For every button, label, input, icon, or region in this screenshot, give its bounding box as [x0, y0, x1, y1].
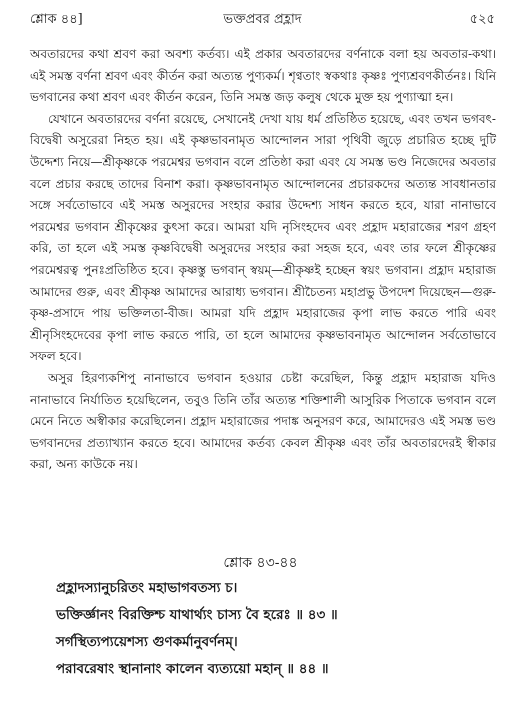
chapter-title: ভক্তপ্রবর প্রহ্লাদ	[223, 12, 302, 27]
purport-text	[30, 44, 496, 476]
verse-line: সর্গস্থিত্যপ্যয়েশস্য গুণকর্মানুবর্ণনম্।	[56, 634, 238, 650]
sanskrit-verse	[56, 575, 496, 683]
verse-heading: শ্লোক ৪৩-৪৪	[223, 555, 298, 571]
verse-line: প্রহ্লাদস্যানুচরিতং মহাভাগবতস্য চ।	[56, 580, 238, 596]
paragraph: অবতারদের কথা শ্রবণ করা অবশ্য কর্তব্য। এই প্রকার অবতারদের বর্ণনাকে বলা হয় অবতার-কথা। এই সমস্ত বর্ণনা শ্রবণ এবং কীর্তন করা অত্যন্ত পুণ্যকর্ম। শৃণ্বতাং স্বকথাঃ কৃষ্ণঃ পুণ্যশ্রবণকীর্তনঃ। যিনি ভগবানের কথা শ্রবণ এবং কীর্তন করেন, তিনি সমস্ত জড় কলুষ থেকে মুক্ত হয় পুণ্যাত্মা হন।	[30, 47, 496, 105]
verse-line: পরাবরেষাং স্থানানাং কালেন ব্যত্যয়ো মহান্ ॥ ৪৪ ॥	[56, 661, 329, 677]
paragraph: অসুর হিরণ্যকশিপু নানাভাবে ভগবান হওয়ার চেষ্টা করেছিল, কিন্তু প্রহ্লাদ মহারাজ যদিও নানাভাবে নির্যাতিত হয়েছিলেন, তবুও তিনি তাঁর অত্যন্ত শক্তিশালী আসুরিক পিতাকে ভগবান বলে মেনে নিতে অস্বীকার করেছিলেন। প্রহ্লাদ মহারাজের পদাঙ্ক অনুসরণ করে, আমাদেরও এই সমস্ত ভণ্ড ভগবানদের প্রত্যাখ্যান করতে হবে। আমাদের কর্তব্য কেবল শ্রীকৃষ্ণ এবং তাঁর অবতারদেরই স্বীকার করা, অন্য কাউকে নয়।	[30, 370, 496, 472]
verse-line: ভক্তির্জ্ঞানং বিরক্তিশ্চ যাথার্থ্যং চাস্য বৈ হরেঃ ॥ ৪৩ ॥	[56, 607, 338, 623]
verse-reference: শ্লোক ৪৪]	[30, 12, 83, 27]
running-header	[30, 10, 495, 32]
paragraph: যেখানে অবতারদের বর্ণনা রয়েছে, সেখানেই দেখা যায় ধর্ম প্রতিষ্ঠিত হয়েছে, এবং তখন ভগবৎ-বিদ্বেষী অসুরেরা নিহত হয়। এই কৃষ্ণভাবনামৃত আন্দোলন সারা পৃথিবী জুড়ে প্রচারিত হচ্ছে দুটি উদ্দেশ্য নিয়ে—শ্রীকৃষ্ণকে পরমেশ্বর ভগবান বলে প্রতিষ্ঠা করা এবং যে সমস্ত ভণ্ড নিজেদের অবতার বলে প্রচার করছে তাদের বিনাশ করা। কৃষ্ণভাবনামৃত আন্দোলনের প্রচারকদের অত্যন্ত সাবধানতার সঙ্গে সর্বতোভাবে এই সমস্ত অসুরদের সংহার করার উদ্দেশ্য সাধন করতে হবে, যারা নানাভাবে পরমেশ্বর ভগবান শ্রীকৃষ্ণের কুৎসা করে। আমরা যদি নৃসিংহদেব এবং প্রহ্লাদ মহারাজের শরণ গ্রহণ করি, তা হলে এই সমস্ত কৃষ্ণবিদ্বেষী অসুরদের সংহার করা সহজ হবে, এবং তার ফলে শ্রীকৃষ্ণের পরমেশ্বরত্ব পুনঃপ্রতিষ্ঠিত হবে। কৃষ্ণস্তু ভগবান্ স্বয়ম্—শ্রীকৃষ্ণই হচ্ছেন স্বয়ং ভগবান। প্রহ্লাদ মহারাজ আমাদের গুরু, এবং শ্রীকৃষ্ণ আমাদের আরাধ্য ভগবান। শ্রীচৈতন্য মহাপ্রভু উপদেশ দিয়েছেন—গুরু-কৃষ্ণ-প্রসাদে পায় ভক্তিলতা-বীজ। আমরা যদি প্রহ্লাদ মহারাজের কৃপা লাভ করতে পারি এবং শ্রীনৃসিংহদেবের কৃপা লাভ করতে পারি, তা হলে আমাদের কৃষ্ণভাবনামৃত আন্দোলন সর্বতোভাবে সফল হবে।	[30, 111, 496, 364]
page-number: ৫২৫	[469, 12, 495, 27]
